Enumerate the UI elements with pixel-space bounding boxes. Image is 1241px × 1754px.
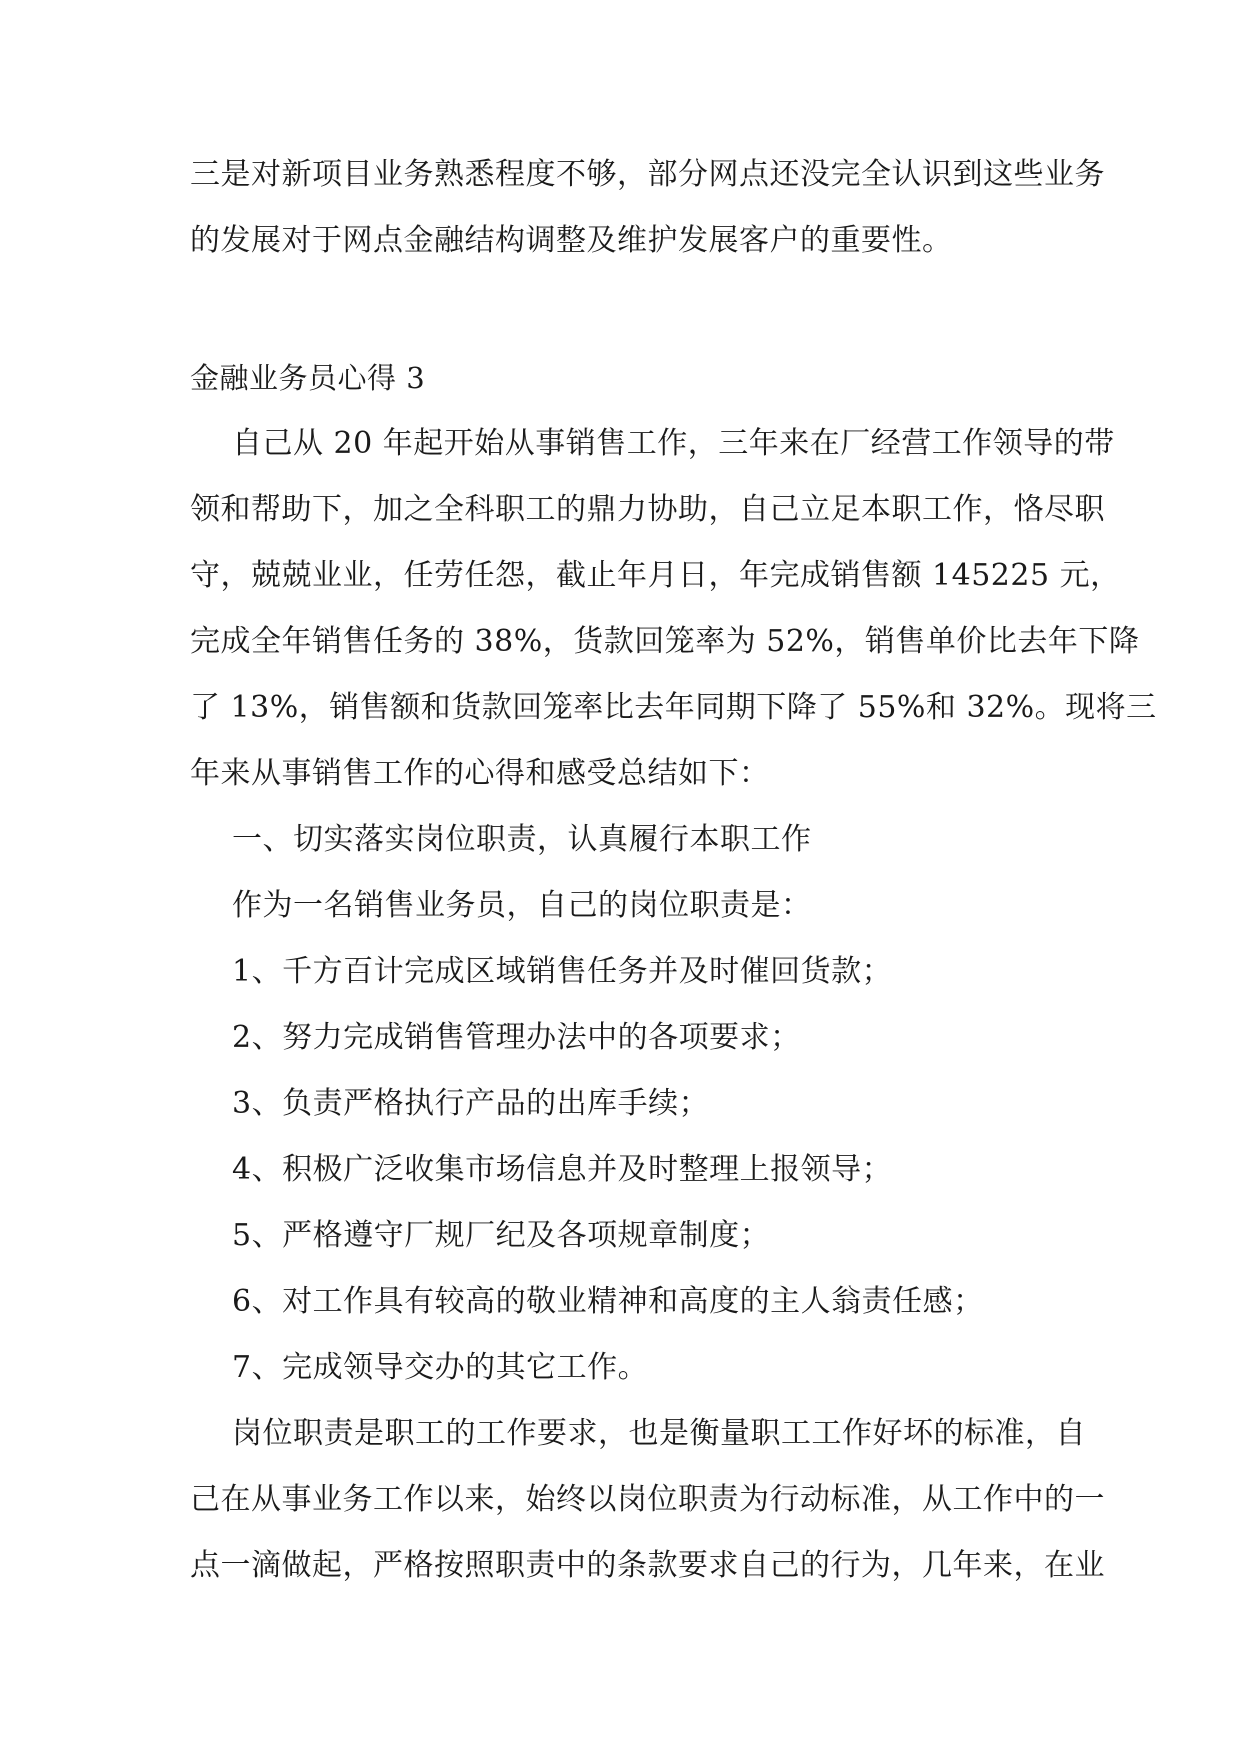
paragraph-1-line-1: 自己从 20 年起开始从事销售工作，三年来在厂经营工作领导的带 bbox=[232, 426, 1115, 461]
paragraph-1-line-4: 完成全年销售任务的 38%，货款回笼率为 52%，销售单价比去年下降 bbox=[190, 624, 1140, 659]
paragraph-1-line-6: 年来从事销售工作的心得和感受总结如下： bbox=[190, 756, 770, 791]
duty-item-2: 2、努力完成销售管理办法中的各项要求； bbox=[232, 1020, 801, 1055]
duty-item-4: 4、积极广泛收集市场信息并及时整理上报领导； bbox=[232, 1152, 893, 1187]
duty-intro: 作为一名销售业务员，自己的岗位职责是： bbox=[232, 888, 812, 923]
paragraph-2-line-2: 己在从事业务工作以来，始终以岗位职责为行动标准，从工作中的一 bbox=[190, 1482, 1105, 1517]
intro-line-1: 三是对新项目业务熟悉程度不够，部分网点还没完全认识到这些业务 bbox=[190, 157, 1105, 192]
intro-line-2: 的发展对于网点金融结构调整及维护发展客户的重要性。 bbox=[190, 223, 953, 258]
duty-item-1: 1、千方百计完成区域销售任务并及时催回货款； bbox=[232, 954, 893, 989]
paragraph-2-line-3: 点一滴做起，严格按照职责中的条款要求自己的行为，几年来，在业 bbox=[190, 1548, 1105, 1583]
paragraph-1-line-2: 领和帮助下，加之全科职工的鼎力协助，自己立足本职工作，恪尽职 bbox=[190, 492, 1105, 527]
section-title: 金融业务员心得 3 bbox=[190, 361, 426, 395]
duty-item-7: 7、完成领导交办的其它工作。 bbox=[232, 1350, 649, 1385]
duty-item-5: 5、严格遵守厂规厂纪及各项规章制度； bbox=[232, 1218, 771, 1253]
sub-heading: 一、切实落实岗位职责，认真履行本职工作 bbox=[232, 822, 812, 857]
paragraph-1-line-3: 守，兢兢业业，任劳任怨，截止年月日，年完成销售额 145225 元， bbox=[190, 558, 1121, 593]
paragraph-1-line-5: 了 13%，销售额和货款回笼率比去年同期下降了 55%和 32%。现将三 bbox=[190, 690, 1157, 725]
duty-item-3: 3、负责严格执行产品的出库手续； bbox=[232, 1086, 710, 1121]
paragraph-2-line-1: 岗位职责是职工的工作要求，也是衡量职工工作好坏的标准，自 bbox=[232, 1416, 1086, 1451]
duty-item-6: 6、对工作具有较高的敬业精神和高度的主人翁责任感； bbox=[232, 1284, 984, 1319]
